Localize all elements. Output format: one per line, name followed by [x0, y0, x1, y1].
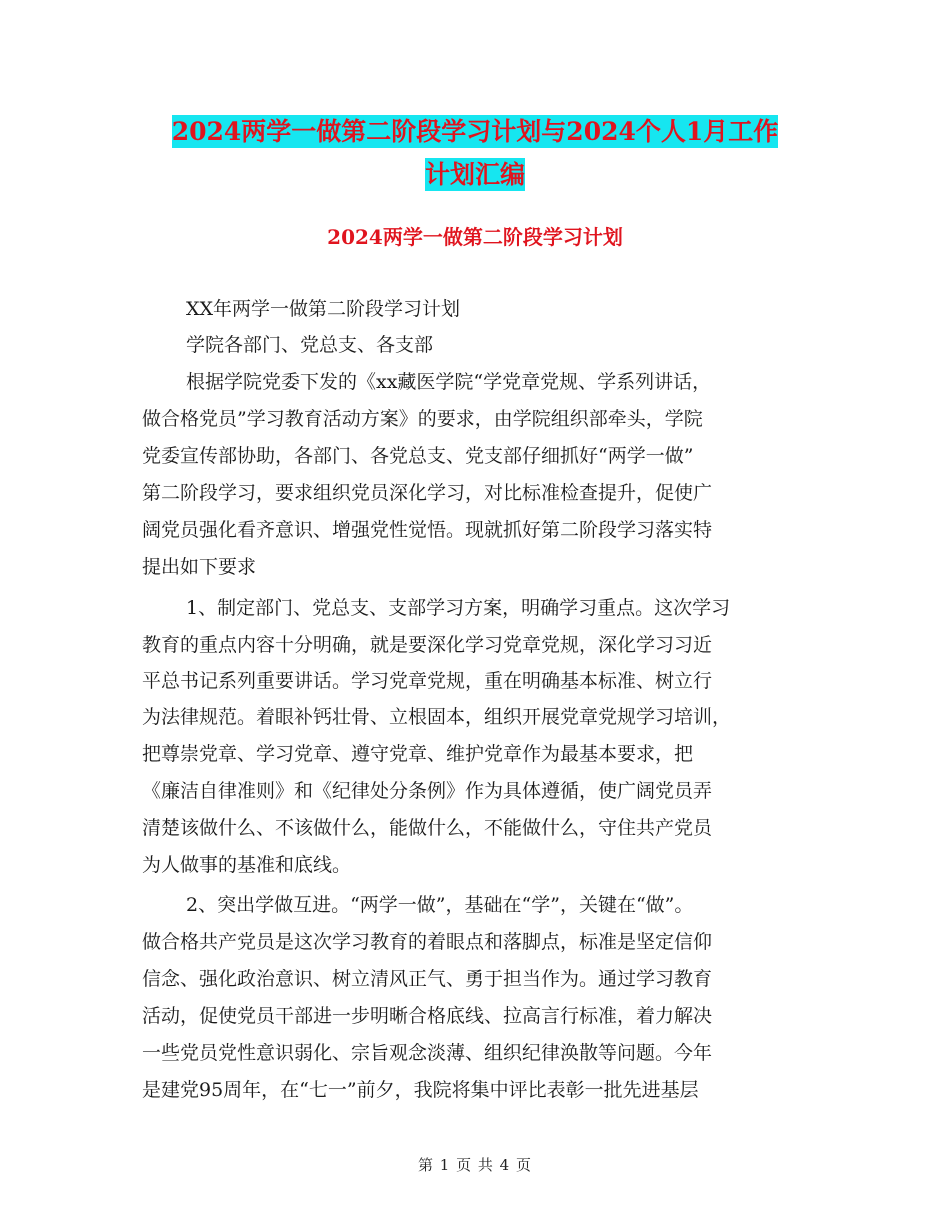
body-line: 平总书记系列重要讲话。学习党章党规，重在明确基本标准、树立行: [142, 670, 713, 692]
body-line: 《廉洁自律准则》和《纪律处分条例》作为具体遵循，使广阔党员弄: [142, 780, 713, 802]
body-line: 学院各部门、党总支、各支部: [186, 334, 434, 356]
body-line: 活动，促使党员干部进一步明晰合格底线、拉高言行标准，着力解决: [142, 1005, 713, 1027]
section-title: 2024两学一做第二阶段学习计划: [327, 225, 623, 249]
document-title-line-1: [0, 112, 950, 152]
body-line: 党委宣传部协助，各部门、各党总支、党支部仔细抓好“两学一做”: [142, 445, 694, 467]
body-line: 提出如下要求: [142, 556, 257, 578]
body-line: 教育的重点内容十分明确，就是要深化学习党章党规，深化学习习近: [142, 634, 713, 656]
page-footer: 第 1 页 共 4 页: [418, 1156, 532, 1174]
body-line: 做合格共产党员是这次学习教育的着眼点和落脚点，标准是坚定信仰: [142, 931, 713, 953]
body-line: 把尊崇党章、学习党章、遵守党章、维护党章作为最基本要求，把: [142, 743, 694, 765]
body-line: 一些党员党性意识弱化、宗旨观念淡薄、组织纪律涣散等问题。今年: [142, 1042, 713, 1064]
body-line: 做合格党员”学习教育活动方案》的要求，由学院组织部牵头，学院: [142, 408, 703, 430]
body-line: 为人做事的基准和底线。: [142, 854, 352, 876]
title-highlight-2: 计划汇编: [424, 160, 525, 189]
body-line: 清楚该做什么、不该做什么，能做什么，不能做什么，守住共产党员: [142, 817, 713, 839]
body-line: 阔党员强化看齐意识、增强党性觉悟。现就抓好第二阶段学习落实特: [142, 519, 713, 541]
body-line: 1、制定部门、党总支、支部学习方案，明确学习重点。这次学习: [186, 597, 731, 619]
body-line: 根据学院党委下发的《xx藏医学院“学党章党规、学系列讲话，: [186, 371, 712, 393]
body-line: 2、突出学做互进。“两学一做”，基础在“学”，关键在“做”。: [186, 894, 694, 916]
body-line: XX年两学一做第二阶段学习计划: [186, 298, 461, 320]
body-line: 为法律规范。着眼补钙壮骨、立根固本，组织开展党章党规学习培训，: [142, 706, 732, 728]
document-title-line-2: [0, 155, 950, 195]
title-highlight-1: 2024两学一做第二阶段学习计划与2024个人1月工作: [171, 117, 779, 146]
body-line: 信念、强化政治意识、树立清风正气、勇于担当作为。通过学习教育: [142, 968, 713, 990]
body-line: 是建党95周年，在“七一”前夕，我院将集中评比表彰一批先进基层: [142, 1079, 699, 1101]
body-line: 第二阶段学习，要求组织党员深化学习，对比标准检查提升，促使广: [142, 482, 713, 504]
